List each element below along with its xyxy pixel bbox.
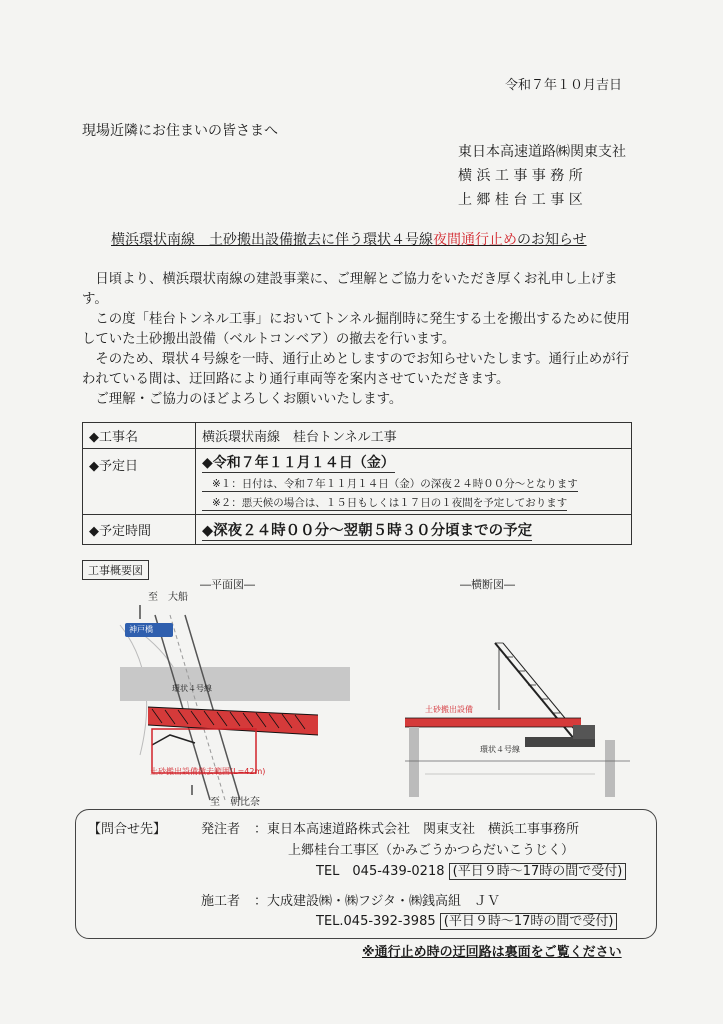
detour-note: ※通行止め時の迂回路は裏面をご覧ください: [362, 945, 622, 960]
issuer-company: 東日本高速道路㈱関東支社: [458, 144, 626, 160]
scheduled-date: ◆令和７年１１月１４日（金）: [202, 452, 395, 473]
plan-bridge-label: 神戸橋: [129, 625, 153, 634]
section-road-label: 環状４号線: [480, 745, 520, 754]
orderer-contact: [316, 860, 626, 879]
plan-range-label: 土砂搬出設備撤去範囲(L=42m): [150, 767, 266, 776]
title-highlight: 夜間通行止め: [433, 232, 517, 248]
section-equipment-label: 土砂搬出設備: [425, 705, 473, 714]
building-block: [120, 667, 350, 701]
plan-to-north: 至 大船: [148, 592, 188, 603]
body-paragraph: 日頃より、横浜環状南線の建設事業に、ご理解とご協力をいただき厚くお礼申し上げます。: [82, 272, 618, 307]
section-conveyor: [405, 718, 581, 727]
table-row: [83, 515, 632, 545]
body-paragraph: ご理解・ご協力のほどよろしくお願いいたします。: [95, 392, 403, 407]
builder-hours: (平日９時～17時の間で受付): [440, 913, 618, 930]
date-label: ◆予定日: [83, 449, 196, 515]
notice-date: 令和７年１０月吉日: [505, 78, 623, 93]
builder-label: 施工者: [201, 894, 241, 909]
info-table: [82, 422, 632, 545]
orderer-tel: TEL 045-439-0218: [316, 864, 445, 879]
contact-heading: 【問合せ先】: [88, 822, 167, 837]
date-note-2: ※２：悪天候の場合は、１５日もしくは１７日の１夜間を予定しております: [202, 495, 567, 511]
section-caption: ―横断図―: [460, 578, 515, 591]
orderer-name: ：東日本高速道路株式会社 関東支社 横浜工事事務所: [254, 822, 580, 837]
issuer-block: [458, 140, 626, 212]
orderer-hours: (平日９時～17時の間で受付): [449, 863, 627, 880]
scheduled-time: ◆深夜２４時００分～翌朝５時３０分頃までの予定: [202, 519, 532, 541]
body-text: [82, 270, 642, 410]
table-row: [83, 449, 632, 515]
plan-road-label: 環状４号線: [172, 684, 212, 693]
issuer-office: 横 浜 工 事 事 務 所: [458, 168, 583, 184]
issuer-section: 上 郷 桂 台 工 事 区: [458, 192, 583, 208]
date-note-1: ※１：日付は、令和７年１１月１４日（金）の深夜２４時００分～となります: [202, 476, 578, 492]
addressee: 現場近隣にお住まいの皆さまへ: [82, 123, 278, 139]
date-cell: [196, 449, 632, 515]
builder-tel: TEL.045-392-3985: [316, 914, 436, 929]
orderer-label: 発注者: [201, 822, 241, 837]
contact-box: [75, 809, 657, 939]
time-cell: [196, 515, 632, 545]
notice-title: [111, 229, 587, 249]
time-label: ◆予定時間: [83, 515, 196, 545]
cross-section-drawing: [395, 585, 635, 800]
plan-caption: ―平面図―: [200, 578, 255, 591]
builder-name: ：大成建設㈱・㈱フジタ・㈱銭高組 ＪＶ: [254, 894, 500, 909]
title-suffix: のお知らせ: [517, 232, 587, 248]
orderer-office: 上郷桂台工事区（かみごうかつらだいこうじく）: [288, 843, 575, 858]
plan-to-south: 至 朝比奈: [210, 797, 260, 808]
project-value: 横浜環状南線 桂台トンネル工事: [196, 423, 632, 449]
table-row: [83, 423, 632, 449]
project-label: ◆工事名: [83, 423, 196, 449]
builder-contact: [316, 910, 617, 929]
body-paragraph: そのため、環状４号線を一時、通行止めとしますのでお知らせいたします。通行止めが行われている間は、迂回路により通行車両等を案内させていただきます。: [82, 352, 630, 387]
title-prefix: 横浜環状南線 土砂搬出設備撤去に伴う環状４号線: [111, 232, 433, 248]
body-paragraph: この度「桂台トンネル工事」においてトンネル掘削時に発生する土を搬出するために使用していた土砂搬出設備（ベルトコンベア）の撤去を行います。: [82, 312, 630, 347]
figure-label: 工事概要図: [82, 560, 149, 580]
